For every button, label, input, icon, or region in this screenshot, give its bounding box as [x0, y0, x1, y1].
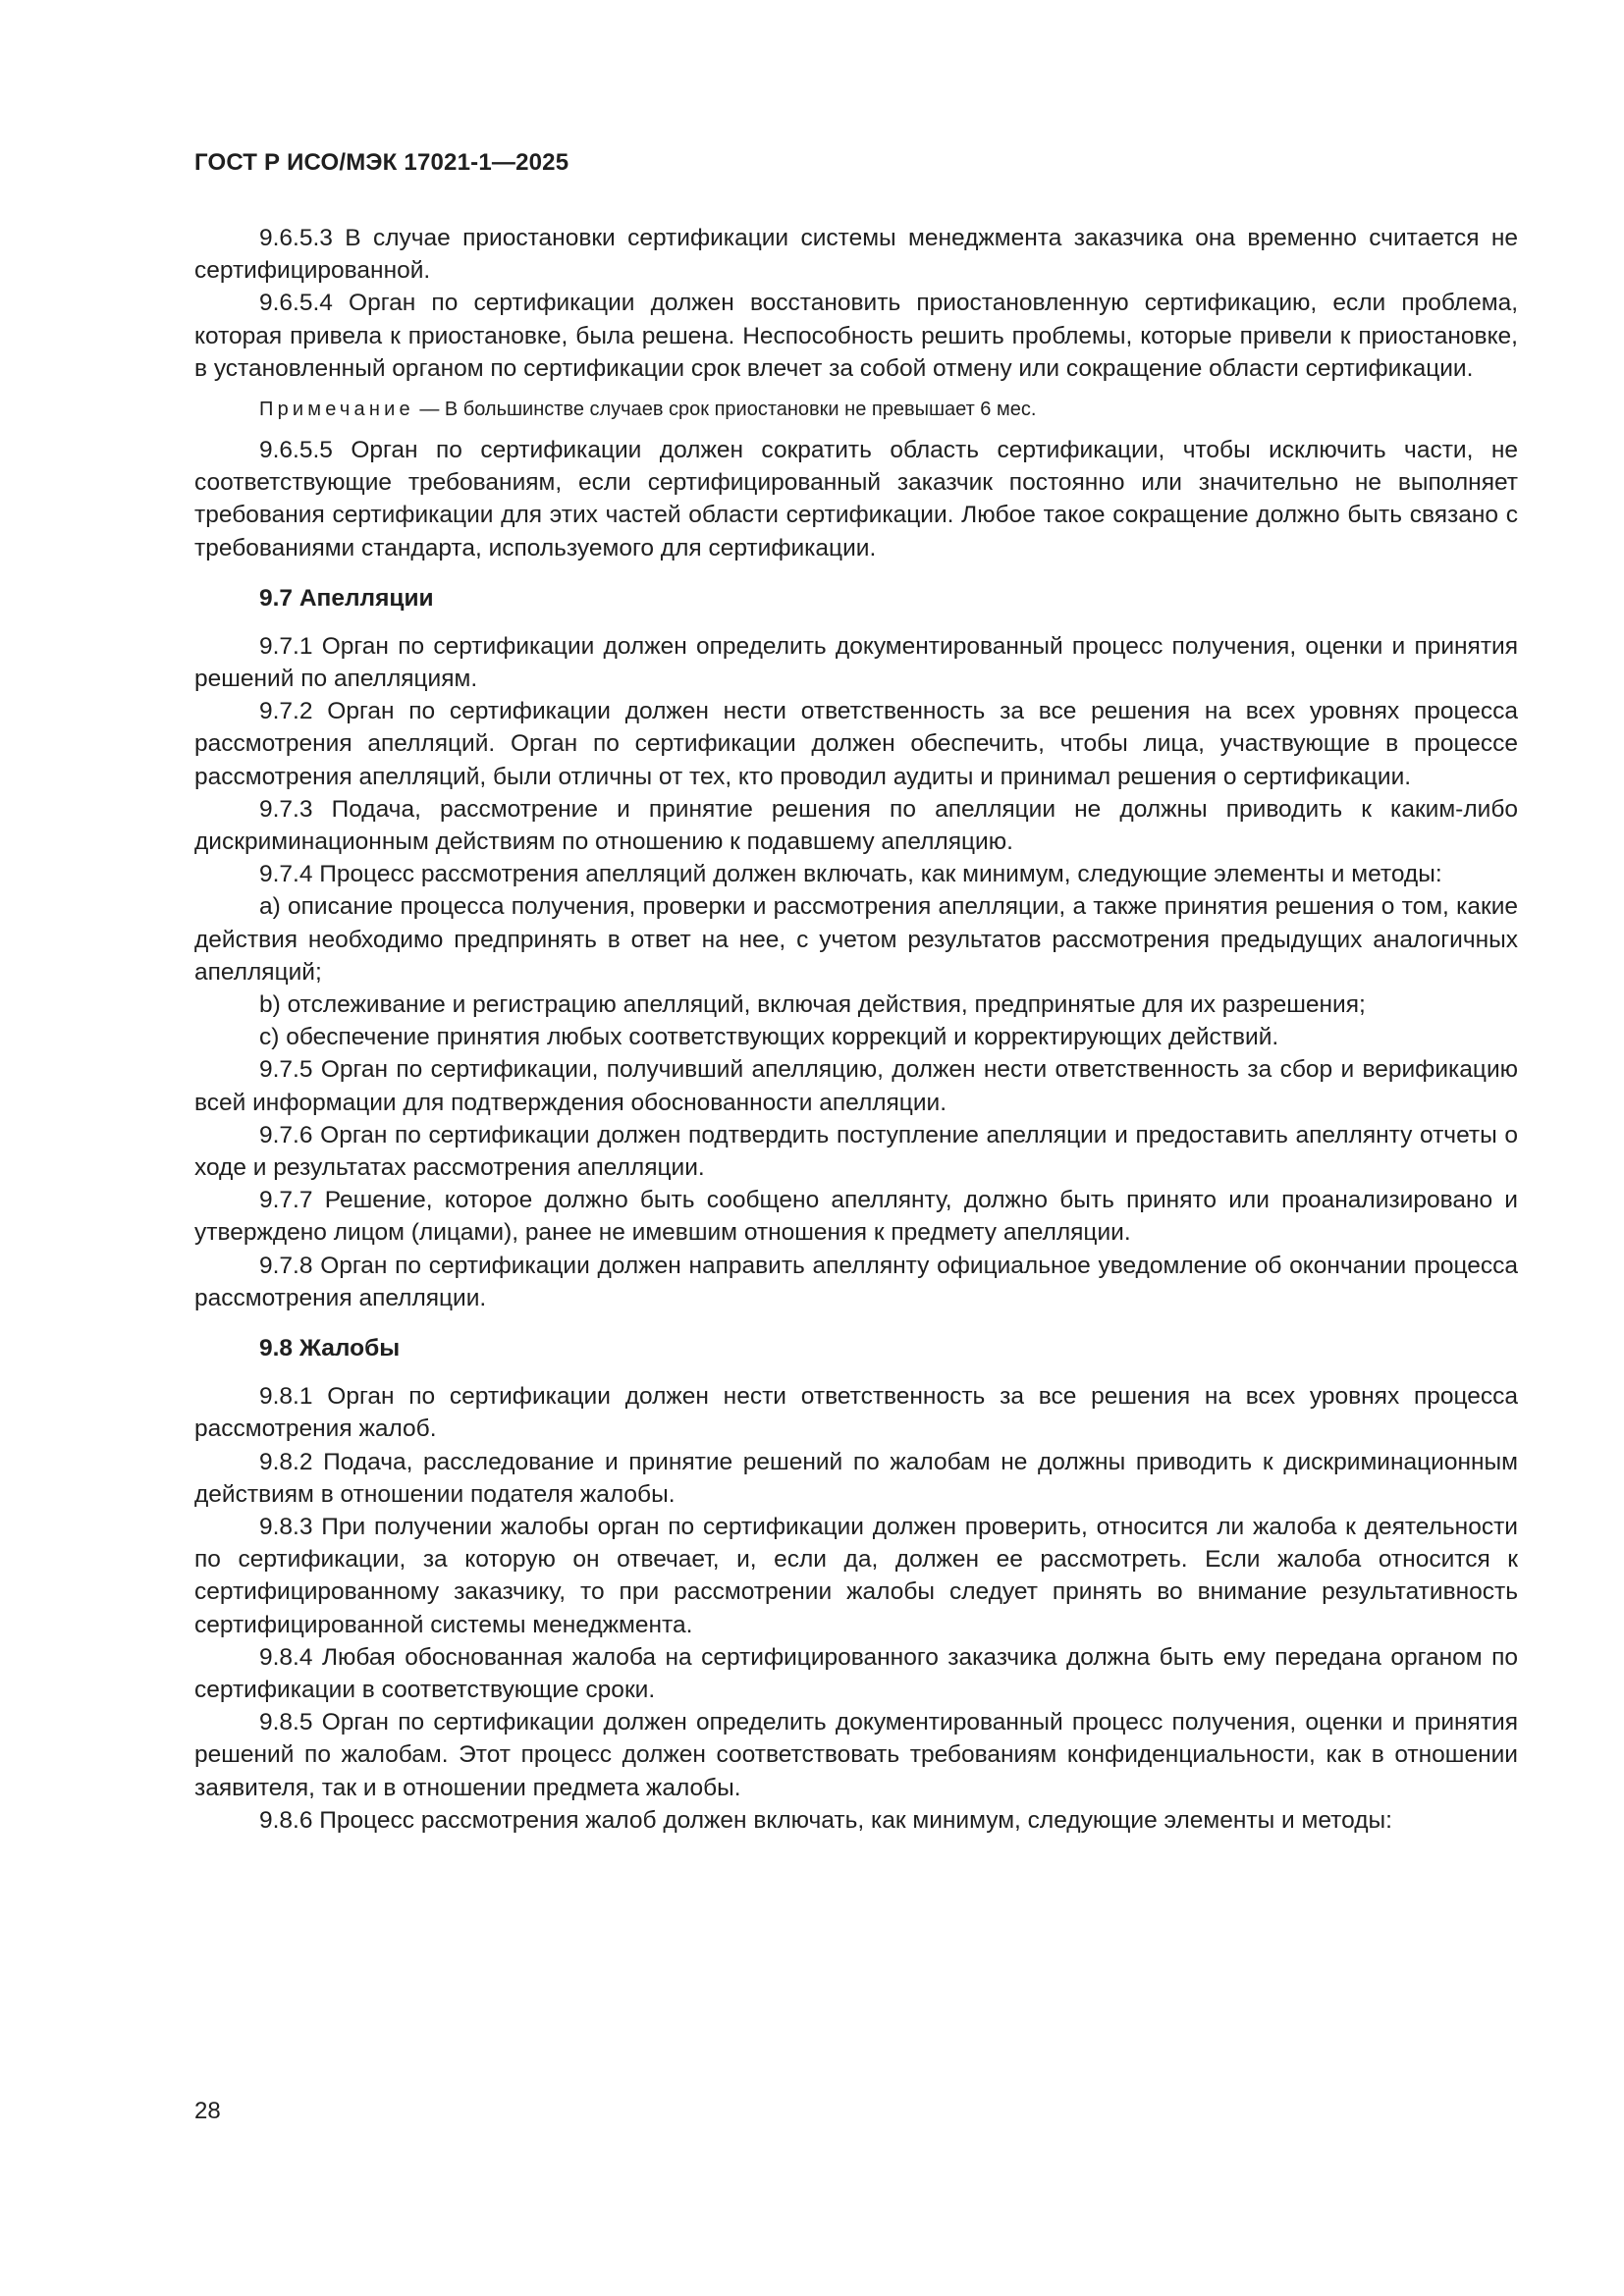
list-item-a: a) описание процесса получения, проверки и рассмотрения апелляции, а также принятия решения о том, какие действия необходимо предпринять в ответ на нее, с учетом результатов рассмотрения предыдущих аналогичных апелляций;: [194, 893, 1518, 986]
note-text: — В большинстве случаев срок приостановки не превышает 6 мес.: [413, 399, 1037, 421]
list-item-c: c) обеспечение принятия любых соответствующих коррекций и корректирующих действий.: [259, 1024, 1279, 1051]
clause-9-8-1: 9.8.1 Орган по сертификации должен нести ответственность за все решения на всех уровнях процесса рассмотрения жалоб.: [194, 1383, 1518, 1443]
clause-9-7-7: 9.7.7 Решение, которое должно быть сообщено апеллянту, должно быть принято или проанализировано и утверждено лицом (лицами), ранее не имевшим отношения к предмету апелляции.: [194, 1187, 1518, 1247]
note-label: Примечание: [259, 399, 414, 421]
clause-9-8-2: 9.8.2 Подача, расследование и принятие решений по жалобам не должны приводить к дискриминационным действиям в отношении подателя жалобы.: [194, 1448, 1518, 1508]
clause-9-7-4: 9.7.4 Процесс рассмотрения апелляций должен включать, как минимум, следующие элементы и методы:: [259, 861, 1442, 888]
clause-9-8-5: 9.8.5 Орган по сертификации должен определить документированный процесс получения, оценки и принятия решений по жалобам. Этот процесс должен соответствовать требованиям конфиденциальности, как в отношении заявителя, так и в отношении предмета жалобы.: [194, 1709, 1518, 1801]
page-body: [194, 222, 1518, 1837]
note: [194, 396, 1518, 423]
clause-9-6-5-4: 9.6.5.4 Орган по сертификации должен восстановить приостановленную сертификацию, если проблема, которая привела к приостановке, была решена. Неспособность решить проблемы, которые привели к приостановке, в установленный органом по сертификации срок влечет за собой отмену или сокращение области сертификации.: [194, 290, 1518, 382]
clause-9-6-5-3: 9.6.5.3 В случае приостановки сертификации системы менеджмента заказчика она временно считается не сертифицированной.: [194, 225, 1518, 285]
clause-9-7-2: 9.7.2 Орган по сертификации должен нести ответственность за все решения на всех уровнях процесса рассмотрения апелляций. Орган по сертификации должен обеспечить, чтобы лица, участвующие в процессе рассмотрения апелляций, были отличны от тех, кто проводил аудиты и принимал решения о сертификации.: [194, 698, 1518, 790]
clause-9-8-4: 9.8.4 Любая обоснованная жалоба на сертифицированного заказчика должна быть ему передана органом по сертификации в соответствующие сроки.: [194, 1643, 1518, 1703]
section-heading-9-7: 9.7 Апелляции: [259, 584, 434, 612]
clause-9-7-3: 9.7.3 Подача, рассмотрение и принятие решения по апелляции не должны приводить к каким-либо дискриминационным действиям по отношению к подавшему апелляцию.: [194, 795, 1518, 856]
page-number: 28: [194, 2098, 221, 2124]
clause-9-8-6: 9.8.6 Процесс рассмотрения жалоб должен включать, как минимум, следующие элементы и методы:: [259, 1806, 1392, 1834]
clause-9-7-1: 9.7.1 Орган по сертификации должен определить документированный процесс получения, оценки и принятия решений по апелляциям.: [194, 632, 1518, 693]
clause-9-6-5-5: 9.6.5.5 Орган по сертификации должен сократить область сертификации, чтобы исключить части, не соответствующие требованиям, если сертифицированный заказчик постоянно или значительно не выполняет требования сертификации для этих частей области сертификации. Любое такое сокращение должно быть связано с требованиями стандарта, используемого для сертификации.: [194, 437, 1518, 561]
list-item-b: b) отслеживание и регистрацию апелляций, включая действия, предпринятые для их разрешения;: [259, 991, 1366, 1019]
clause-9-7-5: 9.7.5 Орган по сертификации, получивший апелляцию, должен нести ответственность за сбор и верификацию всей информации для подтверждения обоснованности апелляции.: [194, 1056, 1518, 1116]
clause-9-7-8: 9.7.8 Орган по сертификации должен направить апеллянту официальное уведомление об окончании процесса рассмотрения апелляции.: [194, 1252, 1518, 1311]
clause-9-8-3: 9.8.3 При получении жалобы орган по сертификации должен проверить, относится ли жалоба к деятельности по сертификации, за которую он отвечает, и, если да, должен ее рассмотреть. Если жалоба относится к сертифицированному заказчику, то при рассмотрении жалобы следует принять во внимание результативность сертифицированной системы менеджмента.: [194, 1513, 1518, 1638]
section-heading-9-8: 9.8 Жалобы: [259, 1335, 401, 1362]
clause-9-7-6: 9.7.6 Орган по сертификации должен подтвердить поступление апелляции и предоставить апеллянту отчеты о ходе и результатах рассмотрения апелляции.: [194, 1121, 1518, 1182]
document-code-header: ГОСТ Р ИСО/МЭК 17021-1—2025: [194, 149, 569, 176]
